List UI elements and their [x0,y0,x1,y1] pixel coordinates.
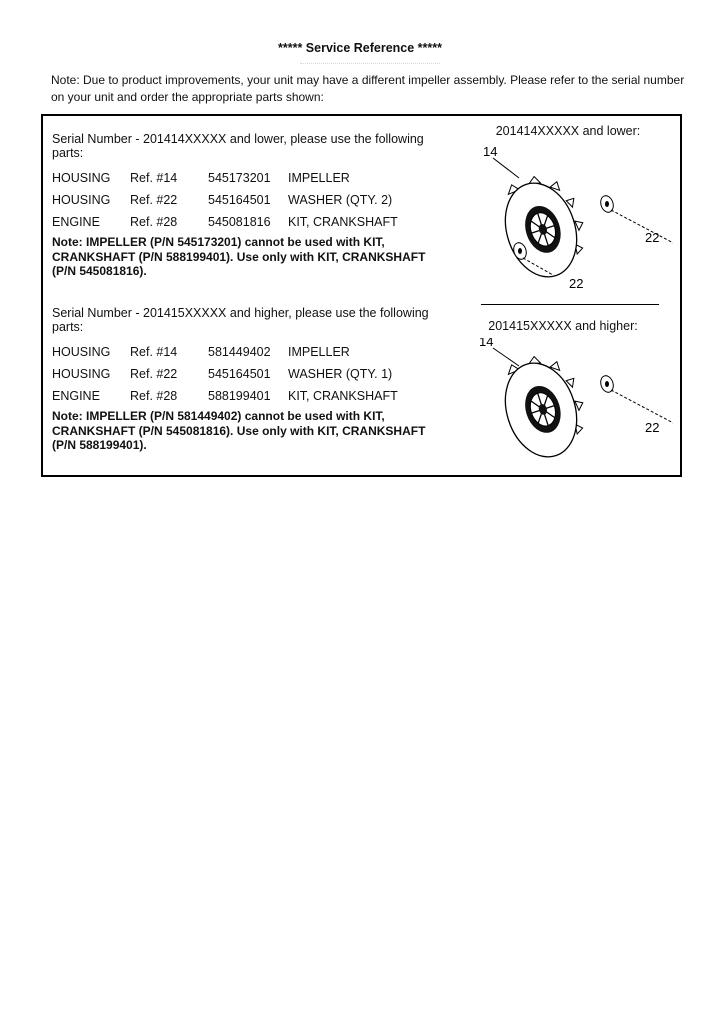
title-rule [300,63,440,64]
part-number: 545173201 [208,171,271,185]
callout-22: 22 [645,230,660,245]
part-description: IMPELLER [288,345,350,359]
part-ref: Ref. #22 [130,193,178,207]
impeller-diagram-higher [473,338,673,468]
part-group: HOUSING [52,171,111,185]
compatibility-warning: Note: IMPELLER (P/N 545173201) cannot be used with KIT, CRANKSHAFT (P/N 588199401). Use only with KIT, CRANKSHAFT (P/N 545081816). [52,235,426,278]
part-description: IMPELLER [288,171,350,185]
callout-14: 14 [479,338,494,349]
callout-22: 22 [569,276,584,291]
callout-22: 22 [645,420,660,435]
part-group: HOUSING [52,193,111,207]
service-reference-box [41,114,682,477]
compatibility-warning: Note: IMPELLER (P/N 581449402) cannot be used with KIT, CRANKSHAFT (P/N 545081816). Use only with KIT, CRANKSHAFT (P/N 588199401). [52,409,426,452]
serial-range: Serial Number - 201415XXXXX and higher, please use the following parts: [52,306,429,334]
page-title: ***** Service Reference ***** [278,41,442,55]
figure-label: 201414XXXXX and lower: [495,124,641,138]
part-ref: Ref. #22 [130,367,178,381]
part-description: KIT, CRANKSHAFT [288,389,398,403]
parts-row [52,167,452,189]
part-ref: Ref. #28 [130,215,178,229]
callout-14: 14 [483,144,498,159]
section-higher-serial [52,306,452,453]
part-ref: Ref. #14 [130,171,178,185]
part-description: KIT, CRANKSHAFT [288,215,398,229]
part-ref: Ref. #14 [130,345,178,359]
part-number: 581449402 [208,345,271,359]
part-number: 588199401 [208,389,271,403]
part-group: HOUSING [52,345,111,359]
serial-range: Serial Number - 201414XXXXX and lower, please use the following parts: [52,132,424,160]
part-group: ENGINE [52,389,100,403]
figure-label: 201415XXXXX and higher: [488,319,638,333]
part-group: ENGINE [52,215,100,229]
part-group: HOUSING [52,367,111,381]
figure-divider [481,304,659,305]
parts-row [52,363,452,385]
parts-row [52,341,452,363]
part-number: 545081816 [208,215,271,229]
parts-row [52,385,452,407]
part-description: WASHER (QTY. 2) [288,193,393,207]
impeller-diagram-lower [473,138,673,298]
part-ref: Ref. #28 [130,389,178,403]
impeller-icon [492,347,595,467]
parts-row [52,189,452,211]
parts-row [52,211,452,233]
part-description: WASHER (QTY. 1) [288,367,393,381]
part-number: 545164501 [208,193,271,207]
intro-note: Note: Due to product improvements, your unit may have a different impeller assembly. Please refer to the serial number on your unit and order the appropriate parts shown: [51,73,685,104]
part-number: 545164501 [208,367,271,381]
section-lower-serial [52,132,452,279]
impeller-icon [492,167,595,287]
